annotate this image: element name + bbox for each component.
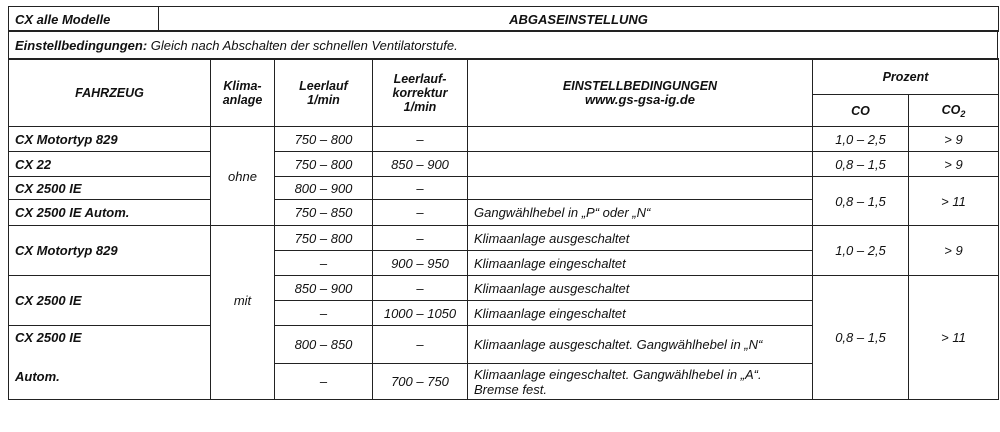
m3b-cond: Klimaanlage eingeschaltet. Gangwählhebel in „A“. Bremse fest.	[468, 364, 813, 400]
m1b-leerlauf: –	[275, 251, 373, 276]
conditions-row	[9, 31, 998, 60]
r4-leerlauf: 750 – 850	[275, 200, 373, 226]
r34-co: 0,8 – 1,5	[813, 177, 909, 226]
col-korrektur-3: 1/min	[403, 99, 437, 114]
m2b-cond: Klimaanlage eingeschaltet	[468, 301, 813, 326]
vehicle-m3-line1: CX 2500 IE	[15, 330, 82, 345]
m23-co2: > 11	[909, 276, 999, 400]
r2-co: 0,8 – 1,5	[813, 152, 909, 177]
vehicle-r4: CX 2500 IE Autom.	[9, 200, 211, 226]
m2a-cond: Klimaanlage ausgeschaltet	[468, 276, 813, 301]
m1b-cond: Klimaanlage eingeschaltet	[468, 251, 813, 276]
r2-leerlauf: 750 – 800	[275, 152, 373, 177]
vehicle-m2: CX 2500 IE	[9, 276, 211, 326]
m3a-leerlauf: 800 – 850	[275, 326, 373, 364]
m1a-leerlauf: 750 – 800	[275, 226, 373, 251]
settings-table	[8, 58, 999, 400]
r1-korrektur: –	[373, 127, 468, 152]
vehicle-r1: CX Motortyp 829	[9, 127, 211, 152]
sheet-title: ABGASEINSTELLUNG	[159, 7, 999, 32]
col-klima-2: anlage	[222, 92, 263, 107]
col-co2-sub: 2	[960, 109, 966, 119]
m3a-korrektur: –	[373, 326, 468, 364]
col-klima	[211, 59, 275, 127]
col-korrektur-1: Leerlauf-	[393, 71, 447, 86]
klima-mit-top	[211, 226, 275, 251]
klima-mit-bottom	[211, 364, 275, 400]
r1-co: 1,0 – 2,5	[813, 127, 909, 152]
col-leerlauf	[275, 59, 373, 127]
r4-korrektur: –	[373, 200, 468, 226]
m3b-leerlauf: –	[275, 364, 373, 400]
klima-mit: mit	[211, 276, 275, 326]
header-table	[8, 6, 999, 32]
r1-co2: > 9	[909, 127, 999, 152]
col-co2-text: CO	[941, 103, 961, 117]
col-korrektur	[373, 59, 468, 127]
m1-co2: > 9	[909, 226, 999, 276]
col-korrektur-2: korrektur	[392, 85, 448, 100]
m2b-leerlauf: –	[275, 301, 373, 326]
m2a-korrektur: –	[373, 276, 468, 301]
col-einstell-label: EINSTELLBEDINGUNGEN	[562, 78, 718, 93]
r2-co2: > 9	[909, 152, 999, 177]
conditions-text: Gleich nach Abschalten der schnellen Ventilatorstufe.	[150, 37, 458, 53]
col-klima-1: Klima-	[223, 78, 262, 93]
m1a-cond: Klimaanlage ausgeschaltet	[468, 226, 813, 251]
klima-mit-mid2	[211, 326, 275, 364]
r34-co2: > 11	[909, 177, 999, 226]
m1-co: 1,0 – 2,5	[813, 226, 909, 276]
vehicle-m1: CX Motortyp 829	[9, 226, 211, 276]
col-co2	[909, 95, 999, 127]
models-label: CX alle Modelle	[9, 7, 159, 32]
m2a-leerlauf: 850 – 900	[275, 276, 373, 301]
col-leerlauf-2: 1/min	[307, 92, 340, 107]
col-co: CO	[813, 95, 909, 127]
klima-ohne: ohne	[211, 127, 275, 226]
r1-leerlauf: 750 – 800	[275, 127, 373, 152]
col-fahrzeug: FAHRZEUG	[9, 59, 211, 127]
m1b-korrektur: 900 – 950	[373, 251, 468, 276]
r2-cond	[468, 152, 813, 177]
m2b-korrektur: 1000 – 1050	[373, 301, 468, 326]
r4-cond: Gangwählhebel in „P“ oder „N“	[468, 200, 813, 226]
m1a-korrektur: –	[373, 226, 468, 251]
r3-cond	[468, 177, 813, 200]
vehicle-r3: CX 2500 IE	[9, 177, 211, 200]
r3-korrektur: –	[373, 177, 468, 200]
r2-korrektur: 850 – 900	[373, 152, 468, 177]
r3-leerlauf: 800 – 900	[275, 177, 373, 200]
conditions-table	[8, 30, 998, 60]
m3a-cond: Klimaanlage ausgeschaltet. Gangwählhebel in „N“	[468, 326, 813, 364]
vehicle-r2: CX 22	[9, 152, 211, 177]
klima-mit-mid1	[211, 251, 275, 276]
r1-cond	[468, 127, 813, 152]
col-einstell	[468, 59, 813, 127]
vehicle-m3	[9, 326, 211, 400]
col-prozent: Prozent	[813, 59, 999, 95]
website-link[interactable]: www.gs-gsa-ig.de	[584, 91, 696, 107]
m23-co: 0,8 – 1,5	[813, 276, 909, 400]
conditions-label: Einstellbedingungen:	[15, 37, 148, 53]
vehicle-m3-line2: Autom.	[15, 369, 60, 384]
m3b-korrektur: 700 – 750	[373, 364, 468, 400]
col-leerlauf-1: Leerlauf	[299, 78, 348, 93]
